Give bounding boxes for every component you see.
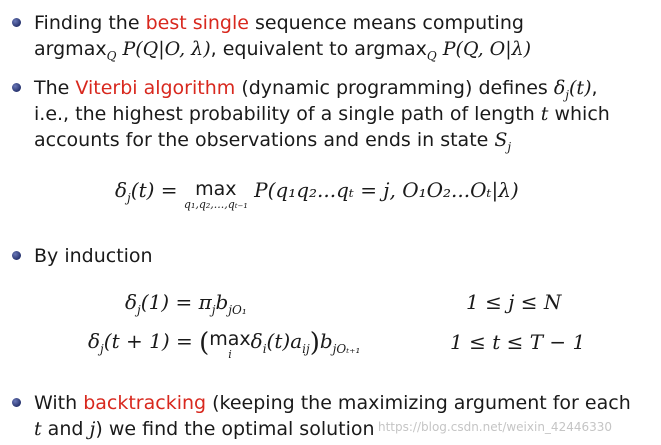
highlight-backtracking: backtracking (83, 392, 207, 414)
highlight-best-single: best single (145, 12, 249, 34)
bullet-viterbi: The Viterbi algorithm (dynamic programming) defines $\delta_j(t)$, i.e., the highest probability of a single path of length t which accounts for the observations and ends in state $S_j$ (8, 75, 658, 153)
bullet-dot-icon (12, 398, 21, 407)
highlight-viterbi: Viterbi algorithm (75, 77, 236, 99)
equation-init-condition: 1 ≤ j ≤ N (466, 290, 562, 314)
bullet-induction: By induction (8, 243, 658, 269)
bullet-dot-icon (12, 83, 21, 92)
bullet-dot-icon (12, 18, 21, 27)
equation-recursion: $\delta_j(t + 1)$ = ( max i $\delta_i(t)a_{ij})b_{jO_{t+1}}$ (88, 328, 361, 361)
bullet-backtracking: With backtracking (keeping the maximizing argument for each t and j) we find the optimal solution (8, 390, 658, 442)
equation-init: $\delta_j(1) = \pi_jb_{jO_1}$ (125, 290, 247, 317)
watermark: https://blog.csdn.net/weixin_42446330 (378, 420, 613, 434)
max-operator: max i (209, 328, 251, 361)
max-operator: max q₁,q₂,...,qₜ₋₁ (183, 178, 248, 211)
bullet-best-single: Finding the best single sequence means computing argmax$_Q$ P(Q|O, λ), equivalent to argmax$_Q$ P(Q, O|λ) (8, 10, 658, 62)
equation-recursion-condition: 1 ≤ t ≤ T − 1 (450, 330, 586, 354)
equation-delta-definition: $\delta_j(t)$ = max q₁,q₂,...,qₜ₋₁ P(q₁q₂...qₜ = j, O₁O₂...Oₜ|λ) (115, 178, 519, 211)
bullet-dot-icon (12, 251, 21, 260)
